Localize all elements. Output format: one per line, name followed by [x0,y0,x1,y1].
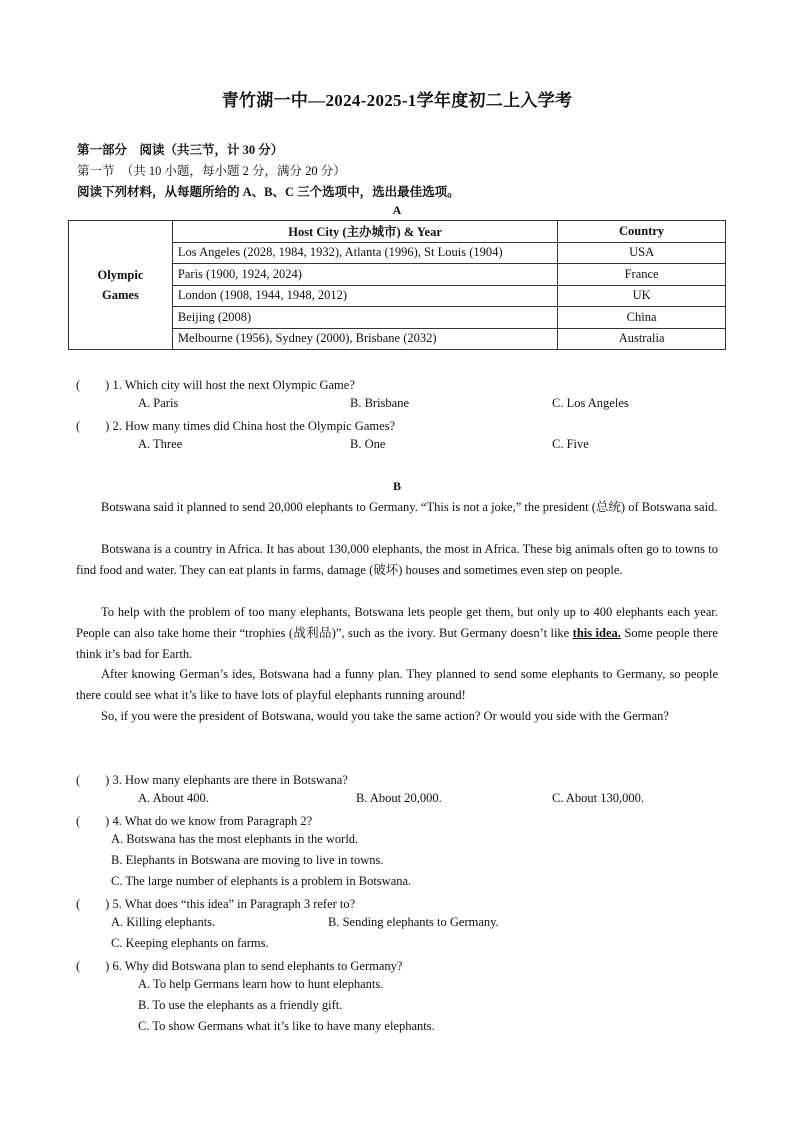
row-header-olympic-games: Olympic Games [69,221,173,350]
question-6-option-a[interactable]: A. To help Germans learn how to hunt elephants. [138,977,384,991]
col-country-header: Country [558,221,726,243]
question-3-option-c[interactable]: C. About 130,000. [552,791,645,805]
country-cell: UK [558,285,726,307]
question-2-option-c[interactable]: C. Five [552,437,589,451]
country-cell: France [558,264,726,286]
host-cell: Los Angeles (2028, 1984, 1932), Atlanta (1996), St Louis (1904) [172,242,557,264]
question-4-option-b[interactable]: B. Elephants in Botswana are moving to live in towns. [111,853,384,867]
country-cell: Australia [558,328,726,350]
passage-b-paragraph-2: Botswana is a country in Africa. It has about 130,000 elephants, the most in Africa. These big animals often go to towns to find food and water. They can eat plants in farms, damage (破坏) houses and sometimes even step on people. [76,542,718,577]
question-3-option-a[interactable]: A. About 400. [138,791,209,805]
question-1-option-c[interactable]: C. Los Angeles [552,396,629,410]
question-6-option-c[interactable]: C. To show Germans what it’s like to have many elephants. [138,1019,435,1033]
question-2-option-a[interactable]: A. Three [138,437,183,451]
col-host-header: Host City (主办城市) & Year [172,221,557,243]
exam-title: 青竹湖一中—2024-2025-1学年度初二上入学考 [221,91,573,110]
question-1-option-a[interactable]: A. Paris [138,396,179,410]
passage-b-paragraph-4: After knowing German’s ides, Botswana had a funny plan. They planned to send some elephants to Germany, so people there could see what it’s like to have lots of playful elephants running around! [76,667,718,702]
passage-b-paragraph-1: Botswana said it planned to send 20,000 elephants to Germany. “This is not a joke,” the president (总统) of Botswana said. [101,500,718,514]
question-3-option-b[interactable]: B. About 20,000. [356,791,442,805]
question-5-stem: ( ) 5. What does “this idea” in Paragraph 3 refer to? [76,897,356,911]
this-idea-highlight: this idea. [572,626,621,640]
passage-b-paragraph-3 [76,602,718,665]
host-cell: London (1908, 1944, 1948, 2012) [172,285,557,307]
paragraph-3-text-end: Some people there think it’s bad for Earth. [76,626,718,661]
host-cell: Melbourne (1956), Sydney (2000), Brisbane (2032) [172,328,557,350]
table-header-row [69,221,726,243]
question-1-option-b[interactable]: B. Brisbane [350,396,410,410]
question-6-stem: ( ) 6. Why did Botswana plan to send elephants to Germany? [76,959,403,973]
section-heading: 第一节 （共 10 小题，每小题 2 分，满分 20 分） [77,164,346,178]
question-3-stem: ( ) 3. How many elephants are there in Botswana? [76,773,348,787]
passage-b-paragraph-5: So, if you were the president of Botswana, would you take the same action? Or would you side with the German? [101,709,669,723]
host-cell: Paris (1900, 1924, 2024) [172,264,557,286]
host-cell: Beijing (2008) [172,307,557,329]
country-cell: USA [558,242,726,264]
country-cell: China [558,307,726,329]
question-4-stem: ( ) 4. What do we know from Paragraph 2? [76,814,313,828]
part-heading: 第一部分 阅读（共三节，计 30 分） [77,143,284,157]
passage-a-label: A [392,203,402,217]
question-2-stem: ( ) 2. How many times did China host the Olympic Games? [76,419,396,433]
instruction: 阅读下列材料，从每题所给的 A、B、C 三个选项中，选出最佳选项。 [77,185,460,199]
passage-b-label: B [392,479,401,493]
question-5-option-b[interactable]: B. Sending elephants to Germany. [328,915,499,929]
question-4-option-a[interactable]: A. Botswana has the most elephants in the world. [111,832,359,846]
question-5-option-c[interactable]: C. Keeping elephants on farms. [111,936,269,950]
olympic-host-table [68,220,726,350]
paragraph-3-text-start: To help with the problem of too many elephants, Botswana lets people get them, but only up to 400 elephants each year. People can also take home their “trophies (战利品)”, such as the ivory. But Germany doesn’t like [76,605,718,640]
question-5-option-a[interactable]: A. Killing elephants. [111,915,216,929]
question-6-option-b[interactable]: B. To use the elephants as a friendly gift. [138,998,343,1012]
question-2-option-b[interactable]: B. One [350,437,386,451]
question-4-option-c[interactable]: C. The large number of elephants is a problem in Botswana. [111,874,412,888]
question-1-stem: ( ) 1. Which city will host the next Olympic Game? [76,378,355,392]
